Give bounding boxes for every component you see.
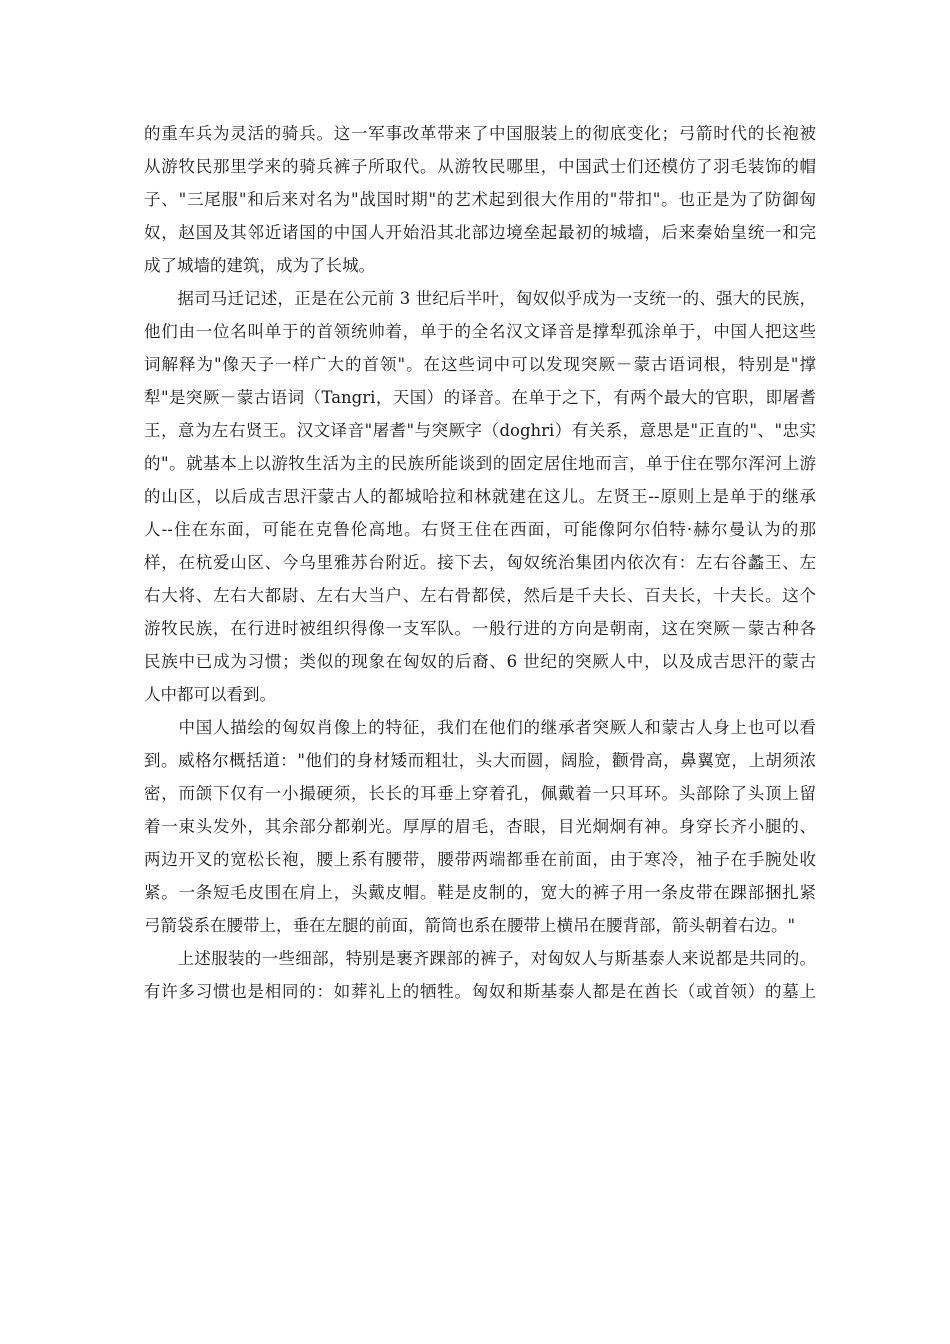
text-line: 的山区，以后成吉思汗蒙古人的都城哈拉和林就建在这儿。左贤王--原则上是单于的继承 (144, 487, 816, 506)
text-line: 词解释为"像天子一样广大的首领"。在这些词中可以发现突厥－蒙古语词根，特别是"撑 (144, 355, 816, 374)
paragraph (144, 117, 816, 282)
text-line: 中国人描绘的匈奴肖像上的特征，我们在他们的继承者突厥人和蒙古人身上也可以看 (144, 718, 816, 737)
text-line: 奴，赵国及其邻近诸国的中国人开始沿其北部边境垒起最初的城墙，后来秦始皇统一和完 (144, 223, 816, 242)
paragraph (144, 711, 816, 942)
text-line: 有许多习惯也是相同的：如葬礼上的牺牲。匈奴和斯基泰人都是在酋长（或首领）的墓上 (144, 982, 816, 1001)
text-line: 从游牧民那里学来的骑兵裤子所取代。从游牧民哪里，中国武士们还模仿了羽毛装饰的帽 (144, 157, 816, 176)
paragraph (144, 942, 816, 1008)
text-line: 上述服装的一些细部，特别是裹齐踝部的裤子，对匈奴人与斯基泰人来说都是共同的。 (144, 949, 816, 968)
text-line: 样，在杭爱山区、今乌里雅苏台附近。接下去，匈奴统治集团内依次有：左右谷蠡王、左 (144, 553, 816, 572)
text-line: 着一束头发外，其余部分都剃光。厚厚的眉毛，杏眼，目光炯炯有神。身穿长齐小腿的、 (144, 817, 816, 836)
text-line: 游牧民族，在行进时被组织得像一支军队。一般行进的方向是朝南，这在突厥－蒙古种各 (144, 619, 816, 638)
text-line: 的"。就基本上以游牧生活为主的民族所能谈到的固定居住地而言，单于住在鄂尔浑河上游 (144, 454, 816, 473)
text-line: 成了城墙的建筑，成为了长城。 (144, 256, 375, 275)
text-line: 右大将、左右大都尉、左右大当户、左右骨都侯，然后是千夫长、百夫长，十夫长。这个 (144, 586, 816, 605)
text-line: 人--住在东面，可能在克鲁伦高地。右贤王住在西面，可能像阿尔伯特·赫尔曼认为的那 (144, 520, 816, 539)
text-line: 到。威格尔概括道："他们的身材矮而粗壮，头大而圆，阔脸，颧骨高，鼻翼宽，上胡须浓 (144, 751, 816, 770)
text-line: 紧。一条短毛皮围在肩上，头戴皮帽。鞋是皮制的，宽大的裤子用一条皮带在踝部捆扎紧 (144, 883, 816, 902)
text-line: 民族中已成为习惯；类似的现象在匈奴的后裔、6 世纪的突厥人中，以及成吉思汗的蒙古 (144, 652, 816, 671)
text-line: 他们由一位名叫单于的首领统帅着，单于的全名汉文译音是撑犁孤涂单于，中国人把这些 (144, 322, 816, 341)
text-line: 子、"三尾服"和后来对名为"战国时期"的艺术起到很大作用的"带扣"。也正是为了防御匈 (144, 190, 816, 209)
text-line: 人中都可以看到。 (144, 685, 276, 704)
text-line: 犁"是突厥－蒙古语词（Tangri，天国）的译音。在单于之下，有两个最大的官职，即屠耆 (144, 388, 816, 407)
text-line: 据司马迁记述，正是在公元前 3 世纪后半叶，匈奴似乎成为一支统一的、强大的民族， (144, 289, 816, 308)
paragraph (144, 282, 816, 711)
text-line: 王，意为左右贤王。汉文译音"屠耆"与突厥字（doghri）有关系，意思是"正直的"、"忠实 (144, 421, 816, 440)
document-body (144, 117, 816, 1008)
text-line: 弓箭袋系在腰带上，垂在左腿的前面，箭筒也系在腰带上横吊在腰背部，箭头朝着右边。" (144, 916, 796, 935)
text-line: 密，而颌下仅有一小撮硬须，长长的耳垂上穿着孔，佩戴着一只耳环。头部除了头顶上留 (144, 784, 816, 803)
text-line: 的重车兵为灵活的骑兵。这一军事改革带来了中国服装上的彻底变化；弓箭时代的长袍被 (144, 124, 816, 143)
text-line: 两边开叉的宽松长袍，腰上系有腰带，腰带两端都垂在前面，由于寒冷，袖子在手腕处收 (144, 850, 816, 869)
